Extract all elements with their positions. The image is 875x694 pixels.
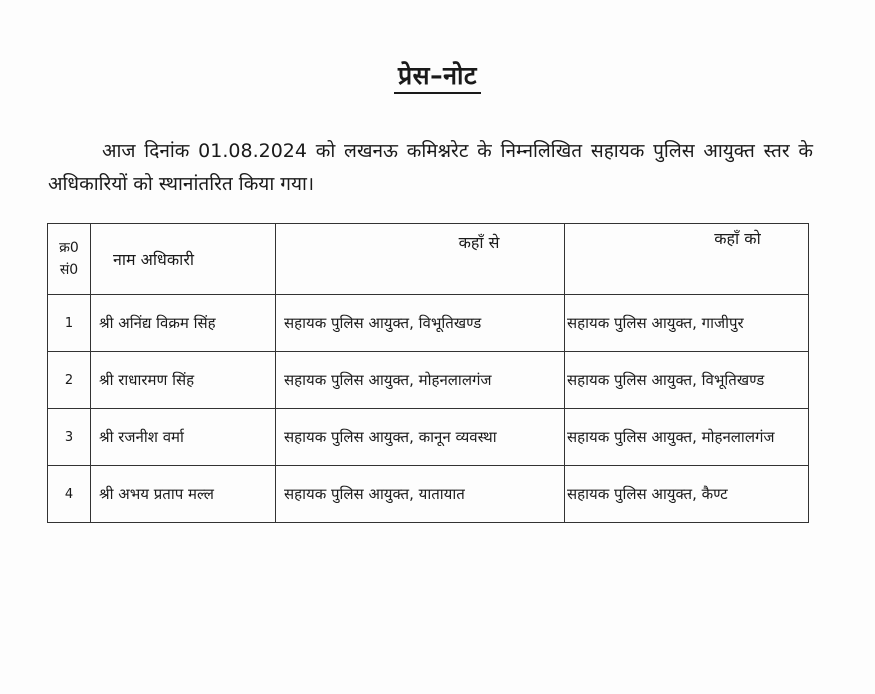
cell-serial: 3 <box>48 409 91 466</box>
table-row <box>48 352 809 409</box>
cell-serial: 2 <box>48 352 91 409</box>
header-officer-name: नाम अधिकारी <box>91 224 276 295</box>
press-note-paragraph <box>48 135 813 201</box>
table-header-row <box>48 224 809 295</box>
transfer-table <box>47 223 809 523</box>
header-from <box>276 224 565 295</box>
cell-officer-name: श्री रजनीश वर्मा <box>91 409 276 466</box>
header-serial-number <box>48 224 91 295</box>
cell-from: सहायक पुलिस आयुक्त, विभूतिखण्ड <box>276 295 565 352</box>
cell-from: सहायक पुलिस आयुक्त, यातायात <box>276 466 565 523</box>
cell-from: सहायक पुलिस आयुक्त, कानून व्यवस्था <box>276 409 565 466</box>
header-serial-line1: क्र0 <box>59 240 79 256</box>
document-title-text: प्रेस–नोट <box>394 61 481 94</box>
press-note-paragraph-text: आज दिनांक 01.08.2024 को लखनऊ कमिश्नरेट के निम्नलिखित सहायक पुलिस आयुक्त स्तर के अधिकारियों को स्थानांतरित किया गया। <box>48 140 813 195</box>
cell-officer-name: श्री अनिंद्य विक्रम सिंह <box>91 295 276 352</box>
table-row <box>48 409 809 466</box>
header-to-text: कहाँ को <box>714 229 761 248</box>
table-row <box>48 295 809 352</box>
document-title <box>0 58 875 92</box>
cell-to: सहायक पुलिस आयुक्त, गाजीपुर <box>565 295 809 352</box>
cell-from: सहायक पुलिस आयुक्त, मोहनलालगंज <box>276 352 565 409</box>
cell-to: सहायक पुलिस आयुक्त, मोहनलालगंज <box>565 409 809 466</box>
cell-serial: 4 <box>48 466 91 523</box>
header-to <box>565 224 809 295</box>
header-serial-line2: सं0 <box>59 262 79 278</box>
header-from-text: कहाँ से <box>458 233 500 252</box>
cell-to: सहायक पुलिस आयुक्त, कैण्ट <box>565 466 809 523</box>
cell-to: सहायक पुलिस आयुक्त, विभूतिखण्ड <box>565 352 809 409</box>
table-row <box>48 466 809 523</box>
cell-serial: 1 <box>48 295 91 352</box>
cell-officer-name: श्री राधारमण सिंह <box>91 352 276 409</box>
cell-officer-name: श्री अभय प्रताप मल्ल <box>91 466 276 523</box>
